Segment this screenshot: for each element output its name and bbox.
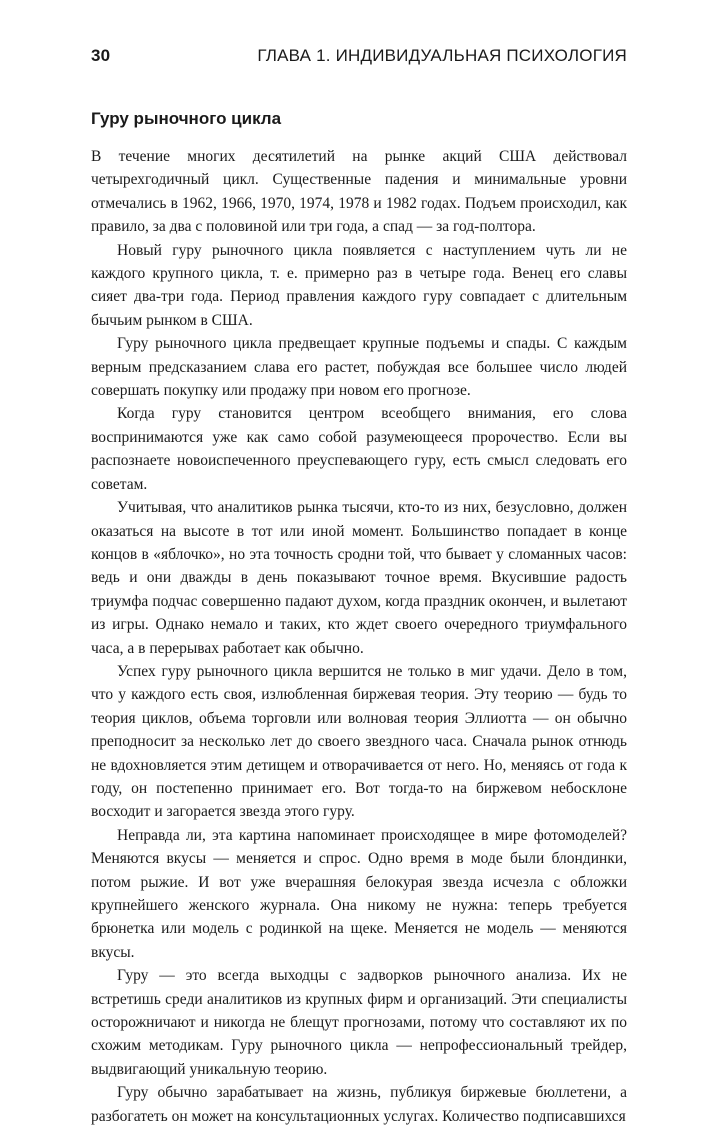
chapter-title: ГЛАВА 1. ИНДИВИДУАЛЬНАЯ ПСИХОЛОГИЯ [257,46,627,65]
section-title: Гуру рыночного цикла [91,109,282,128]
paragraph: Гуру рыночного цикла предвещает крупные подъемы и спады. С каждым верным предсказанием слава его растет, побуждая все большее число людей совершать покупку или продажу при новом его прогнозе. [91,335,627,400]
paragraph: Неправда ли, эта картина напоминает происходящее в мире фотомоделей? Меняются вкусы — меняется и спрос. Одно время в моде были блондинки, потом рыжие. И вот уже вчерашняя белокурая звезда исчезла с обложки крупнейшего женского журнала. Она никому не нужна: теперь требуется брюнетка или модель с родинкой на щеке. Меняется не модель — меняются вкусы. [91,826,627,961]
paragraph: Когда гуру становится центром всеобщего внимания, его слова воспринимаются уже как само собой разумеющееся пророчество. Если вы распознаете новоиспеченного преуспевающего гуру, есть смысл следовать его советам. [91,405,627,493]
paragraph: Новый гуру рыночного цикла появляется с наступлением чуть ли не каждого крупного цикла, т. е. примерно раз в четыре года. Венец его славы сияет два-три года. Период правления каждого гуру совпадает с длительным бычьим рынком в США. [91,241,627,329]
book-page [91,0,627,1125]
paragraph: Учитывая, что аналитиков рынка тысячи, кто-то из них, безусловно, должен оказаться на высоте в тот или иной момент. Большинство попадает в конце концов в «яблочко», но эта точность сродни той, что бывает у сломанных часов: ведь и они дважды в день показывают точное время. Вкусившие радость триумфа подчас совершенно падают духом, когда праздник окончен, и вылетают из игры. Однако немало и таких, кто ждет своего очередного триумфального часа, а в перерывах работает как обычно. [91,499,627,657]
page-number: 30 [91,46,111,65]
paragraph: Гуру обычно зарабатывает на жизнь, публикуя биржевые бюллетени, а разбогатеть он может на консультационных услугах. Количество подписавшихся [91,1084,627,1125]
paragraph: В течение многих десятилетий на рынке акций США действовал четырехгодичный цикл. Существенные падения и минимальные уровни отмечались в 1962, 1966, 1970, 1974, 1978 и 1982 годах. Подъем происходил, как правило, за два с половиной или три года, а спад — за год-полтора. [91,148,627,236]
paragraph: Гуру — это всегда выходцы с задворков рыночного анализа. Их не встретишь среди аналитиков из крупных фирм и организаций. Эти специалисты осторожничают и никогда не блещут прогнозами, потому что составляют их по схожим методикам. Гуру рыночного цикла — непрофессиональный трейдер, выдвигающий уникальную теорию. [91,967,627,1078]
running-header [91,46,627,66]
body-text [91,145,627,1128]
paragraph: Успех гуру рыночного цикла вершится не только в миг удачи. Дело в том, что у каждого есть своя, излюбленная биржевая теория. Эту теорию — будь то теория циклов, объема торговли или волновая теория Эллиотта — он обычно преподносит за несколько лет до своего звездного часа. Сначала рынок отнюдь не вдохновляется этим детищем и отворачивается от него. Но, меняясь от года к году, он постепенно принимает его. Вот тогда-то на биржевом небосклоне восходит и загорается звезда этого гуру. [91,662,627,821]
